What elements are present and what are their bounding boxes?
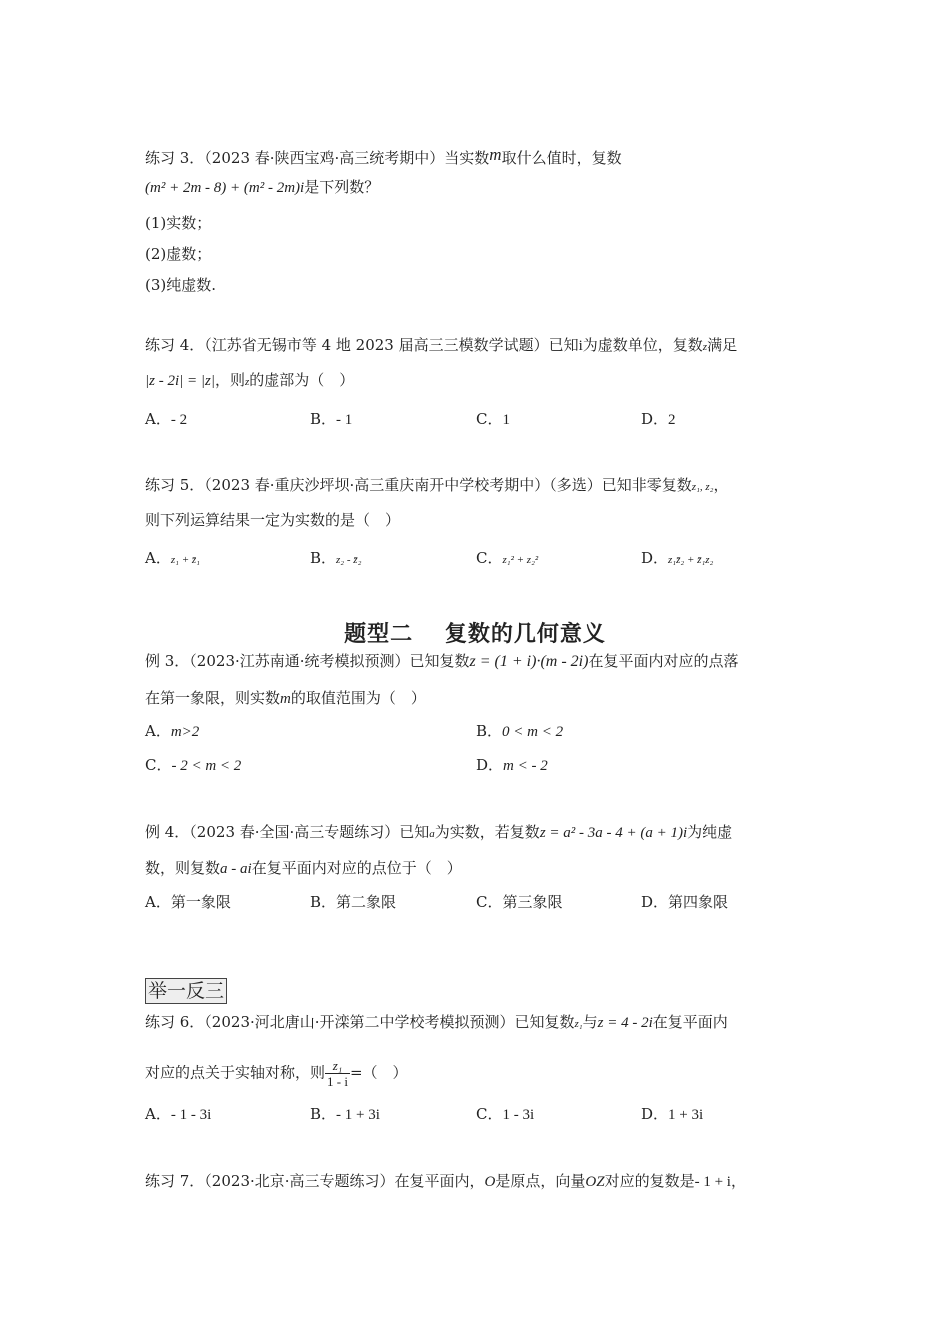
exercise-4-line2: |z - 2i| = |z|，则z的虚部为（ ） (145, 371, 355, 389)
exercise-4-option-a[interactable]: A．- 2 (145, 410, 188, 428)
exercise-4-option-b[interactable]: B．- 1 (310, 410, 353, 428)
example-3-option-c[interactable]: C．- 2 < m < 2 (145, 756, 242, 774)
exercise-3-line1: 练习 3．（2023 春·陕西宝鸡·高三统考期中）当实数m取什么值时，复数 (145, 145, 622, 167)
practice-tag: 举一反三 (145, 978, 227, 1004)
example-4-expression: z = a² - 3a - 4 + (a + 1)i (539, 825, 688, 841)
example-4-line1: 例 4．（2023 春·全国·高三专题练习）已知a为实数，若复数z = a² - 3a - 4 + (a + 1)i为纯虚 (145, 823, 733, 841)
example-3-option-d[interactable]: D．m < - 2 (476, 756, 548, 774)
exercise-5-option-d[interactable]: D．z₁z̄₂ + z̄₁z₂ (641, 549, 714, 567)
section-title: 题型二 复数的几何意义 (344, 622, 606, 647)
exercise-6-fraction: $\frac{\text{z₁}}{1 - i}$ (327, 1058, 348, 1089)
exercise-6-line1: 练习 6．（2023·河北唐山·开滦第二中学校考模拟预测）已知复数z₁与z = 4 - 2i在复平面内 (145, 1013, 728, 1031)
example-4-option-c[interactable]: C．第三象限 (476, 893, 563, 911)
exercise-5-option-a[interactable]: A．z₁ + z̄₁ (145, 549, 200, 567)
example-3-option-a[interactable]: A．m>2 (145, 722, 200, 740)
example-3-option-b[interactable]: B．0 < m < 2 (476, 722, 564, 740)
example-4-option-d[interactable]: D．第四象限 (641, 893, 729, 911)
exercise-4-option-c[interactable]: C．1 (476, 410, 510, 428)
exercise-5-option-c[interactable]: C．z₁² + z₂² (476, 549, 539, 567)
exercise-6-expression: z = 4 - 2i (597, 1015, 653, 1031)
example-3-line2: 在第一象限，则实数m的取值范围为（ ） (145, 689, 426, 707)
exercise-3-line2: (m² + 2m - 8) + (m² - 2m)i是下列数？ (145, 178, 380, 196)
exercise-5-line2: 则下列运算结果一定为实数的是（ ） (145, 511, 401, 529)
exercise-4-condition: |z - 2i| = |z| (145, 373, 215, 389)
exercise-4-line1: 练习 4．（江苏省无锡市等 4 地 2023 届高三三模数学试题）已知i为虚数单位，复数z满足 (145, 336, 738, 354)
example-4-line2: 数，则复数a - ai在复平面内对应的点位于（ ） (145, 859, 462, 877)
exercise-6-option-d[interactable]: D．1 + 3i (641, 1105, 704, 1123)
example-4-option-a[interactable]: A．第一象限 (145, 893, 231, 911)
exercise-3-expression: (m² + 2m - 8) + (m² - 2m)i (145, 180, 305, 196)
exercise-3-item-1: (1)实数； (145, 214, 212, 232)
exercise-7-line1: 练习 7．（2023·北京·高三专题练习）在复平面内，O是原点，向量OZ对应的复数是- 1 + i， (145, 1172, 746, 1190)
exercise-3-item-2: (2)虚数； (145, 245, 212, 263)
exercise-6-option-b[interactable]: B．- 1 + 3i (310, 1105, 380, 1123)
exercise-5-line1: 练习 5．（2023 春·重庆沙坪坝·高三重庆南开中学校考期中）（多选）已知非零复数z₁, z₂， (145, 476, 729, 494)
example-3-expression: z = (1 + i)·(m - 2i) (469, 653, 589, 670)
exercise-5-option-b[interactable]: B．z₂ - z̄₂ (310, 549, 362, 567)
example-4-option-b[interactable]: B．第二象限 (310, 893, 397, 911)
example-3-line1: 例 3．（2023·江苏南通·统考模拟预测）已知复数z = (1 + i)·(m - 2i)在复平面内对应的点落 (145, 652, 739, 670)
exercise-6-option-a[interactable]: A．- 1 - 3i (145, 1105, 212, 1123)
exercise-3-item-3: (3)纯虚数. (145, 276, 217, 294)
exercise-4-option-d[interactable]: D．2 (641, 410, 676, 428)
exercise-6-option-c[interactable]: C．1 - 3i (476, 1105, 535, 1123)
exercise-6-line2: 对应的点关于实轴对称，则 $\frac{\text{z₁}}{1 - i}$ =（ ） (145, 1058, 408, 1089)
